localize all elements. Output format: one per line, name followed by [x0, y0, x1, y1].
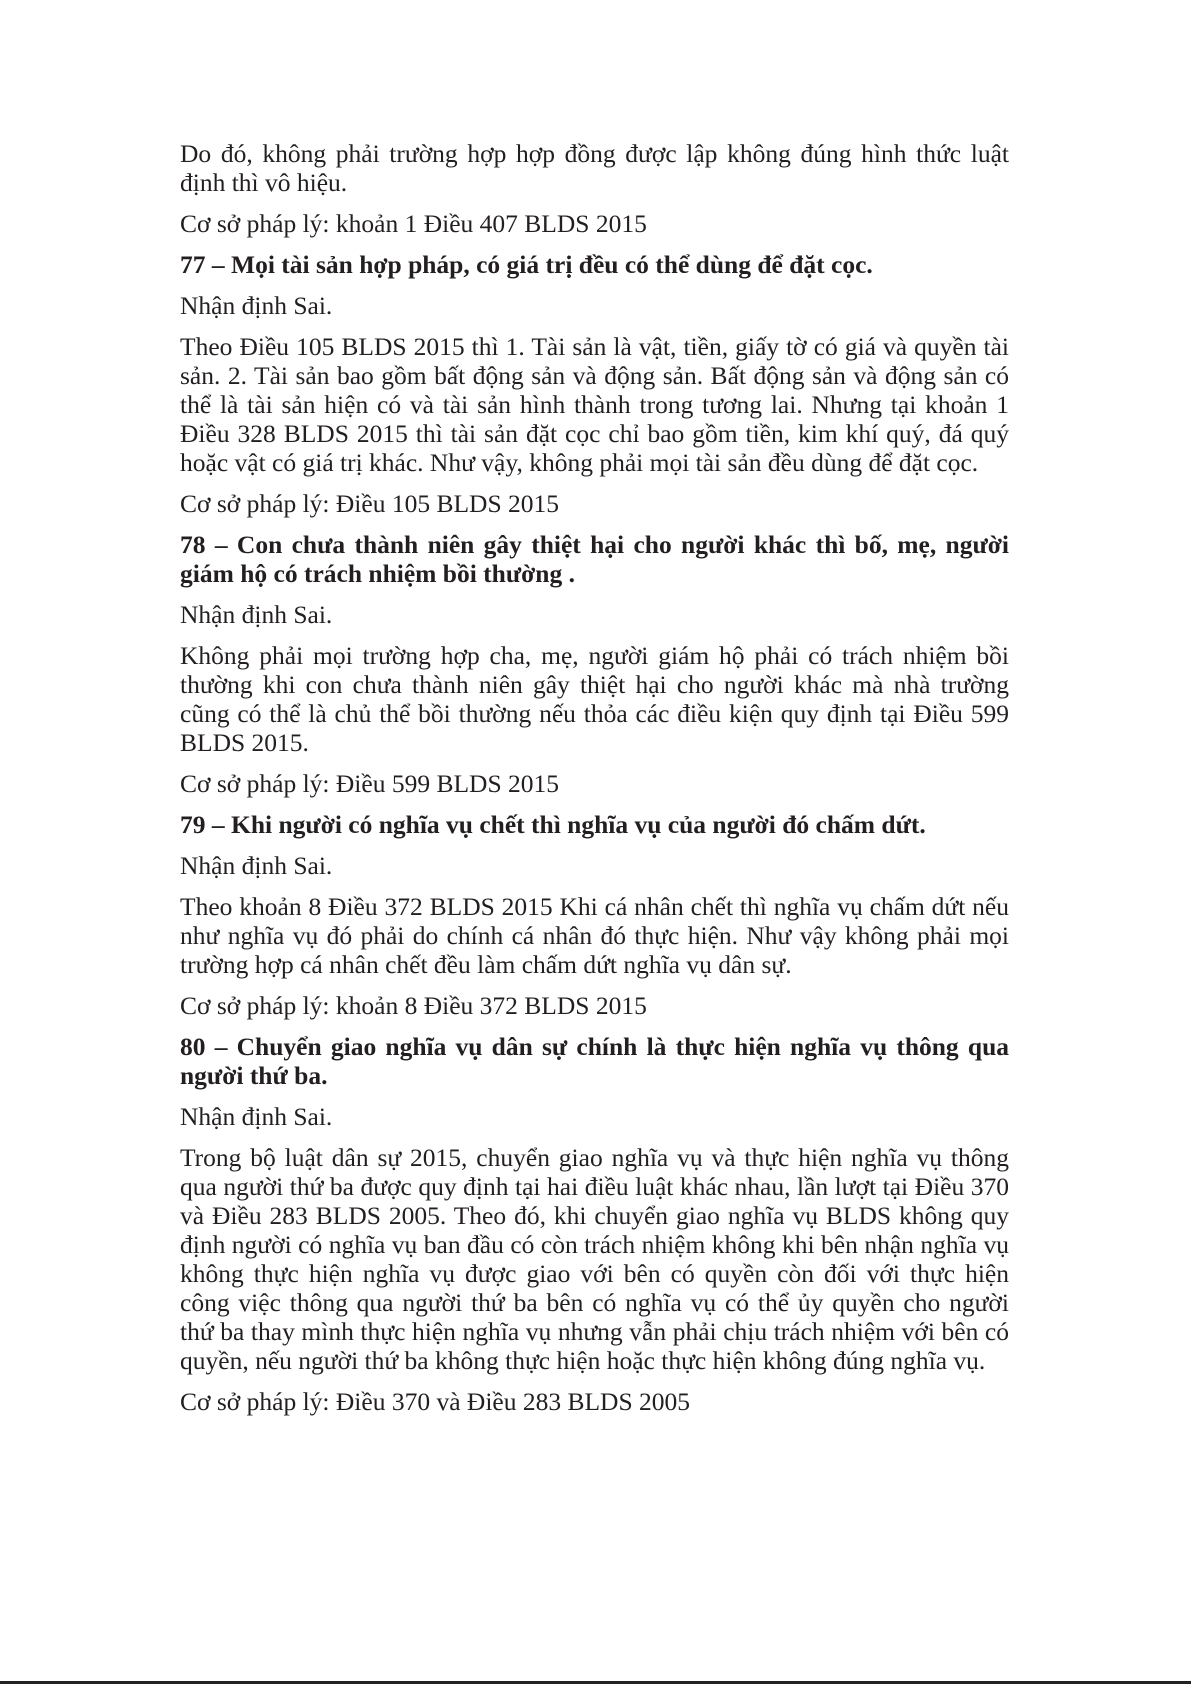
legal-basis: Cơ sở pháp lý: Điều 370 và Điều 283 BLDS 2005: [180, 1387, 691, 1416]
question-78: 78 – Con chưa thành niên gây thiệt hại cho người khác thì bố, mẹ, người giám hộ có trách nhiệm bồi thường .: [180, 530, 1009, 588]
verdict: Nhận định Sai.: [180, 851, 333, 880]
legal-basis: Cơ sở pháp lý: khoản 1 Điều 407 BLDS 2015: [180, 209, 647, 238]
legal-basis: Cơ sở pháp lý: Điều 599 BLDS 2015: [180, 769, 560, 798]
explanation: Theo Điều 105 BLDS 2015 thì 1. Tài sản là vật, tiền, giấy tờ có giá và quyền tài sản. 2. Tài sản bao gồm bất động sản và động sản. Bất động sản và động sản có thể là tài sản hiện có và tài sản hình thành trong tương lai. Nhưng tại khoản 1 Điều 328 BLDS 2015 thì tài sản đặt cọc chỉ bao gồm tiền, kim khí quý, đá quý hoặc vật có giá trị khác. Như vậy, không phải mọi tài sản đều dùng để đặt cọc.: [180, 332, 1009, 477]
legal-basis: Cơ sở pháp lý: khoản 8 Điều 372 BLDS 2015: [180, 991, 647, 1020]
page-bottom-rule: [0, 1681, 1191, 1684]
question-80: 80 – Chuyển giao nghĩa vụ dân sự chính là thực hiện nghĩa vụ thông qua người thứ ba.: [180, 1032, 1009, 1090]
verdict: Nhận định Sai.: [180, 600, 333, 629]
intro-paragraph: Do đó, không phải trường hợp hợp đồng được lập không đúng hình thức luật định thì vô hiệu.: [180, 139, 1009, 197]
question-79: 79 – Khi người có nghĩa vụ chết thì nghĩa vụ của người đó chấm dứt.: [180, 810, 926, 839]
explanation: Theo khoản 8 Điều 372 BLDS 2015 Khi cá nhân chết thì nghĩa vụ chấm dứt nếu như nghĩa vụ đó phải do chính cá nhân đó thực hiện. Như vậy không phải mọi trường hợp cá nhân chết đều làm chấm dứt nghĩa vụ dân sự.: [180, 892, 1009, 979]
document-page: [180, 139, 1009, 1428]
verdict: Nhận định Sai.: [180, 1102, 333, 1131]
verdict: Nhận định Sai.: [180, 291, 333, 320]
explanation: Không phải mọi trường hợp cha, mẹ, người giám hộ phải có trách nhiệm bồi thường khi con chưa thành niên gây thiệt hại cho người khác mà nhà trường cũng có thể là chủ thể bồi thường nếu thỏa các điều kiện quy định tại Điều 599 BLDS 2015.: [180, 641, 1009, 757]
question-77: 77 – Mọi tài sản hợp pháp, có giá trị đều có thể dùng để đặt cọc.: [180, 250, 873, 279]
legal-basis: Cơ sở pháp lý: Điều 105 BLDS 2015: [180, 489, 560, 518]
explanation: Trong bộ luật dân sự 2015, chuyển giao nghĩa vụ và thực hiện nghĩa vụ thông qua người thứ ba được quy định tại hai điều luật khác nhau, lần lượt tại Điều 370 và Điều 283 BLDS 2005. Theo đó, khi chuyển giao nghĩa vụ BLDS không quy định người có nghĩa vụ ban đầu có còn trách nhiệm không khi bên nhận nghĩa vụ không thực hiện nghĩa vụ được giao với bên có quyền còn đối với thực hiện công việc thông qua người thứ ba bên có nghĩa vụ có thể ủy quyền cho người thứ ba thay mình thực hiện nghĩa vụ nhưng vẫn phải chịu trách nhiệm với bên có quyền, nếu người thứ ba không thực hiện hoặc thực hiện không đúng nghĩa vụ.: [180, 1143, 1009, 1375]
